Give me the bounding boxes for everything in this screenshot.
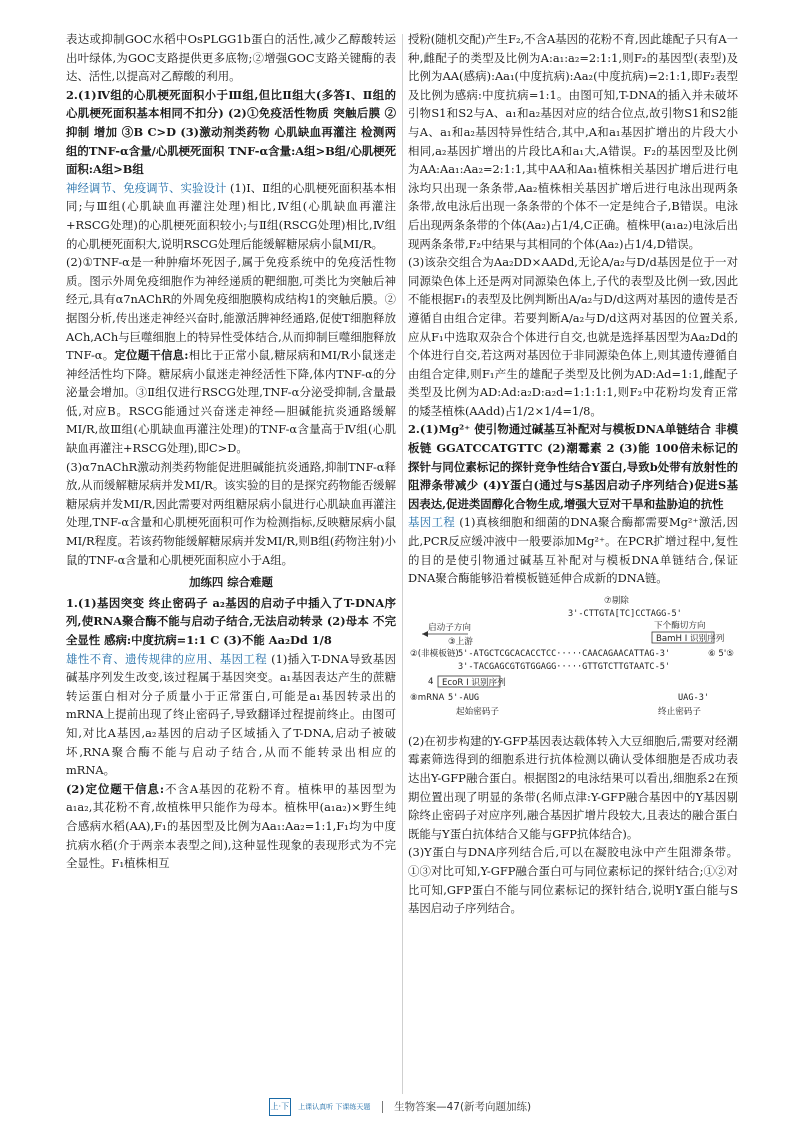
promoter-arrow-head xyxy=(422,631,428,637)
tag-q2: 神经调节、免疫调节、实验设计 xyxy=(66,180,227,195)
explanation-q2-1: 神经调节、免疫调节、实验设计 (1)Ⅰ、Ⅱ组的心肌梗死面积基本相同;与Ⅲ组(心肌缺血再灌注处理)相比,Ⅳ组(心肌缺血再灌注+RSCG处理)的心肌梗死面积较小;与Ⅱ组(RSCG处理)相比,Ⅳ组的心肌梗死面积大,说明RSCG处理后能缓解糖尿病小鼠MI/R。 xyxy=(66,180,396,251)
upstream-label: ③上游 xyxy=(448,636,473,647)
publisher-brand: 上课认真听 下课练天题 xyxy=(298,1103,371,1111)
key-hint: (2)定位题干信息: xyxy=(66,781,165,796)
mark-4: 4 xyxy=(428,676,434,687)
sequence-diagram xyxy=(408,594,738,726)
right-column xyxy=(408,30,738,918)
ecor1-label: EcoR I 识别序列 xyxy=(442,677,506,688)
sequence-line-1: 5'-ATGCTCGCACACCTCC·····CAACAGAACATTAG-3' xyxy=(458,648,671,659)
cut-direction-label: 下个酶切方向 xyxy=(654,620,706,631)
section-title: 加练四 综合难题 xyxy=(189,575,273,590)
sequence-line-2: 3'-TACGAGCGTGTGGAGG·····GTTGTCTTGTAATC-5' xyxy=(458,661,671,672)
column-divider xyxy=(402,34,403,1094)
start-codon-label: 起始密码子 xyxy=(456,706,499,717)
delete-label: ⑦剔除 xyxy=(604,595,629,606)
tag-q2b: 基因工程 xyxy=(408,515,456,530)
answer-q1: 1.(1)基因突变 终止密码子 a₂基因的启动子中插入了T-DNA序列,使RNA聚合酶不能与启动子结合,无法启动转录 (2)母本 不完全显性 感病:中度抗病=1:1 C (3)不能 Aa₂Dd 1/8 xyxy=(66,595,396,647)
teacher-note: (名师点津:Y-GFP融合基因中的Y基因剔除终止密码子对应序列,融合基因扩增片段较大,且表达的融合蛋白既能与Y蛋白抗体结合又能与GFP抗体结合) xyxy=(408,789,738,841)
page-footer xyxy=(0,1098,800,1116)
answer-q2: 2.(1)Ⅳ组的心肌梗死面积小于Ⅲ组,但比Ⅱ组大(多答Ⅰ、Ⅱ组的心肌梗死面积基本相同不扣分) (2)①免疫活性物质 突触后膜 ②抑制 增加 ③B C>D (3)激动剂类药物 心肌缺血再灌注 检测两组的TNF-α含量/心肌梗死面积 TNF-α含量:A组>B组/心肌梗死面积:A组>B组 xyxy=(66,87,396,177)
paragraph: (3)该杂交组合为Aa₂DD×AADd,无论A/a₂与D/d基因是位于一对同源染色体上还是两对同源染色体上,子代的表型及比例一致,因此不能根据F₁的表型及比例判断出A/a₂与D/d这两对基因的遗传是否遵循自由组合定律。若要判断A/a₂与D/d这两对基因的位置关系,应从F₁中选取双杂合个体进行自交,也就是选择基因型为Aa₂Dd的个体进行自交,若这两对基因位于非同源染色体上,则其遗传遵循自由组合定律,则F₁产生的雄配子类型及比例为AD:Ad=1:1,雌配子类型及比例为AD:Ad:a₂D:a₂d=1:1:1:1,则F₂中花粉均发育正常的矮茎植株(AAdd)占1/2×1/4=1/8。 xyxy=(408,255,738,418)
stop-sequence: UAG-3' xyxy=(678,692,710,703)
answer-q2b: 2.(1)Mg²⁺ 使引物通过碱基互补配对与模板DNA单链结合 非模板链 GGATCCATGTTC (2)潮霉素 2 (3)能 100倍未标记的探针与同位素标记的探针竞争性结合Y蛋白,导致b处带有放射性的阻滞条带减少 (4)Y蛋白(通过与S基因启动子序列结合)促进S基因表达,促进类固醇化合物生成,增强大豆对干旱和盐胁迫的抗性 xyxy=(408,422,738,511)
publisher-logo: 上·下 xyxy=(269,1098,291,1116)
explanation-q2-2: (2)①TNF-α是一种肿瘤坏死因子,属于免疫系统中的免疫活性物质。图示外周免疫细胞作为神经递质的靶细胞,可类比为突触后神经元,具有α7nAChR的外周免疫细胞膜构成结构1的突触后膜。②据图分析,传出迷走神经兴奋时,能激活脾神经通路,促使T细胞释放ACh,ACh与巨噬细胞上的特异性受体结合,从而抑制巨噬细胞释放TNF-α。定位题干信息:相比于正常小鼠,糖尿病和MI/R小鼠迷走神经活性均下降。糖尿病小鼠迷走神经活性下降,体内TNF-α的分泌量会增加。③Ⅱ组仅进行RSCG处理,TNF-α分泌受抑制,含量最低,对应B。RSCG能通过兴奋迷走神经—胆碱能抗炎通路缓解MI/R,故Ⅲ组(心肌缺血再灌注处理)的TNF-α含量高于Ⅳ组(心肌缺血再灌注+RSCG处理),即C>D。 xyxy=(66,255,396,456)
footer-text: 生物答案—47(新考向题加练) xyxy=(394,1101,532,1113)
explanation-q1-1: 雄性不育、遗传规律的应用、基因工程 (1)插入T-DNA导致基因碱基序列发生改变,该过程属于基因突变。a₁基因表达产生的蔗糖转运蛋白相对分子质量小于正常蛋白,可能是a₁基因转录出的mRNA上提前出现了终止密码子,导致翻译过程提前终止。由图可知,对比A基因,a₂基因的启动子区域插入了T-DNA,启动子被破坏,RNA聚合酶不能与启动子结合,从而不能转录出相应的mRNA。 xyxy=(66,651,396,778)
paragraph: 表达或抑制GOC水稻中OsPLGG1b蛋白的活性,减少乙醇酸转运出叶绿体,为GOC支路提供更多底物;②增强GOC支路关键酶的表达、活性,以提高对乙醇酸的利用。 xyxy=(66,32,396,84)
tag-q1: 雄性不育、遗传规律的应用、基因工程 xyxy=(66,651,268,666)
left-column xyxy=(66,30,396,873)
explanation-q2b-2: (2)在初步构建的Y-GFP基因表达载体转入大豆细胞后,需要对经潮霉素筛选得到的细胞系进行抗体检测以确认受体细胞是否成功表达出Y-GFP融合蛋白。根据图2的电泳结果可以看出,细胞系2在预期位置出现了明显的条带(名师点津:Y-GFP融合基因中的Y基因剔除终止密码子对应序列,融合基因扩增片段较大,且表达的融合蛋白既能与Y蛋白抗体结合又能与GFP抗体结合)。 xyxy=(408,733,738,841)
explanation-q1-2: (2)定位题干信息:不含A基因的花粉不育。植株甲的基因型为a₁a₂,其花粉不育,故植株甲只能作为母本。植株甲(a₁a₂)×野生纯合感病水稻(AA),F₁的基因型及比例为Aa₁:Aa₂=1:1,F₁均为中度抗病水稻(介于两亲本表型之间),这种显性现象的表现形式为不完全显性。F₁植株相互 xyxy=(66,781,396,871)
key-hint: 定位题干信息: xyxy=(114,348,189,363)
nontemplate-label: ②(非模板链) xyxy=(410,648,459,659)
mrna-sequence: 5'-AUG xyxy=(448,692,480,703)
explanation-q2b-1: 基因工程 (1)真核细胞和细菌的DNA聚合酶都需要Mg²⁺激活,因此,PCR反应缓冲液中一般要添加Mg²⁺。在PCR扩增过程中,复性的目的是使引物通过碱基互补配对与模板DNA单链结合,保证DNA聚合酶能够沿着模板链延伸合成新的DNA链。 xyxy=(408,515,738,586)
promoter-direction-label: 启动子方向 xyxy=(428,622,471,633)
top-sequence: 3'-CTTGTA[TC]CCTAGG-5' xyxy=(568,608,682,619)
stop-codon-label: 终止密码子 xyxy=(658,706,701,717)
mrna-label: ⑧mRNA xyxy=(410,692,445,703)
explanation-q2-3: (3)α7nAChR激动剂类药物能促进胆碱能抗炎通路,抑制TNF-α释放,从而缓解糖尿病并发MI/R。该实验的目的是探究药物能否缓解糖尿病并发MI/R,因此需要对两组糖尿病小鼠进行心肌缺血再灌注处理,TNF-α含量和心肌梗死面积可作为检测指标,反映糖尿病小鼠MI/R程度。若该药物能缓解糖尿病并发MI/R,则B组(药物注射)小鼠的TNF-α含量和心肌梗死面积应小于A组。 xyxy=(66,459,396,567)
right-marks: ⑥ 5'⑤ xyxy=(708,648,734,659)
footer-divider xyxy=(382,1101,383,1113)
bamh1-label: BamH I 识别序列 xyxy=(656,633,725,644)
paragraph: 授粉(随机交配)产生F₂,不含A基因的花粉不育,因此雄配子只有A一种,雌配子的类型及比例为A:a₁:a₂=2:1:1,则F₂的基因型(表型)及比例为AA(感病):Aa₁(中度抗病):Aa₂(中度抗病)=2:1:1,即F₂表型及比例为感病:中度抗病=1:1。由图可知,T-DNA的插入并未破坏引物S1和S2与A、a₁和a₂基因对应的结合位点,故引物S1和S2能与A、a₁和a₂基因特异性结合,其中,A和a₁基因扩增出的片段大小相同,a₂基因扩增出的片段比A和a₁大,A错误。F₂的基因型及比例为AA:Aa₁:Aa₂=2:1:1,其中AA和Aa₁植株相关基因扩增后进行电泳均只出现一条条带,Aa₂植株相关基因扩增后进行电泳出现两条条带,故电泳后出现一条条带的个体不一定是纯合子,B错误。电泳后出现两条条带的个体(Aa₂)占1/4,C正确。植株甲(a₁a₂)电泳后出现两条条带,F₂中结果与其相同的个体(Aa₂)占1/4,D错误。 xyxy=(408,32,738,251)
sequence-figure xyxy=(408,594,738,726)
explanation-q2b-3: (3)Y蛋白与DNA序列结合后,可以在凝胶电泳中产生阻滞条带。①③对比可知,Y-GFP融合蛋白可与同位素标记的探针结合;①②对比可知,GFP蛋白不能与同位素标记的探针结合,说明Y蛋白能与S基因启动子序列结合。 xyxy=(408,845,738,916)
